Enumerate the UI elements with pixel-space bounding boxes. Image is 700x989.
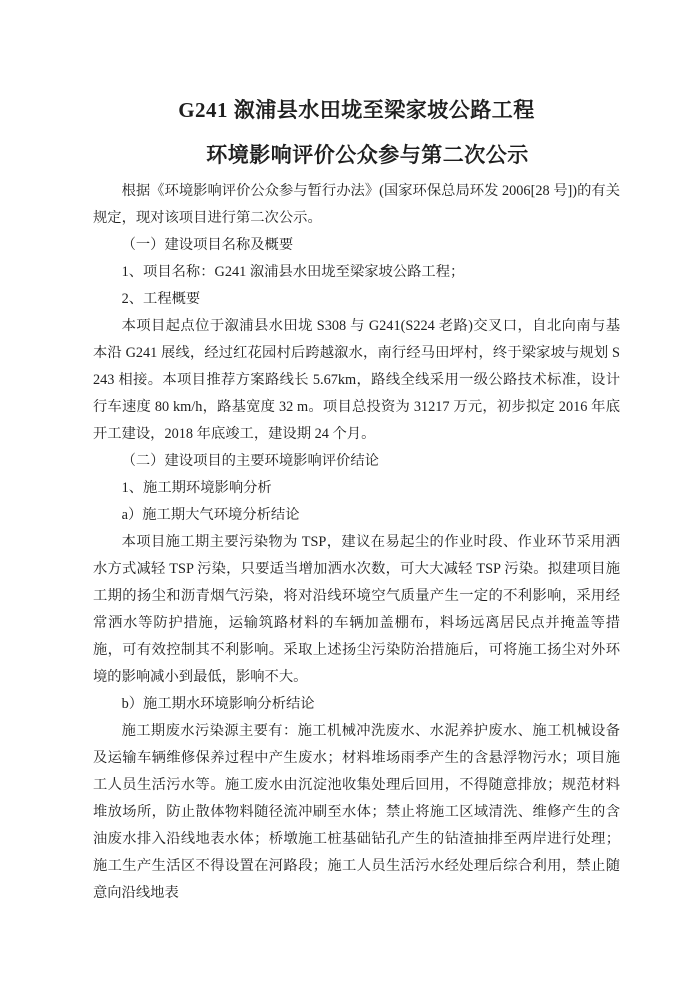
paragraph: 根据《环境影响评价公众参与暂行办法》(国家环保总局环发 2006[28 号])的有关规定，现对该项目进行第二次公示。 — [93, 183, 620, 226]
document-title — [93, 88, 620, 178]
document-content — [93, 0, 620, 907]
paragraph: a）施工期大气环境分析结论 — [121, 507, 300, 523]
paragraph: 2、工程概要 — [121, 291, 201, 307]
paragraph: 本项目起点位于溆浦县水田垅 S308 与 G241(S224 老路)交叉口，自北向南与基本沿 G241 展线，经过红花园村后跨越溆水，南行经马田坪村，终于梁家坡与规划 S243 相接。本项目推荐方案路线长 5.67km，路线全线采用一级公路技术标准，设计行车速度 80 km/h，路基宽度 32 m。项目总投资为 31217 万元，初步拟定 2016 年底开工建设，2018 年底竣工，建设期 24 个月。 — [93, 318, 620, 442]
paragraph: 1、施工期环境影响分析 — [121, 480, 272, 496]
section-heading: （二）建设项目的主要环境影响评价结论 — [121, 453, 379, 469]
document-title-line-2: 环境影响评价公众参与第二次公示 — [206, 143, 529, 167]
section-heading: （一）建设项目名称及概要 — [121, 237, 294, 253]
paragraph: 施工期废水污染源主要有：施工机械冲洗废水、水泥养护废水、施工机械设备及运输车辆维修保养过程中产生废水；材料堆场雨季产生的含悬浮物污水；项目施工人员生活污水等。施工废水由沉淀池收集处理后回用，不得随意排放；规范材料堆放场所，防止散体物料随径流冲刷至水体；禁止将施工区域清洗、维修产生的含油废水排入沿线地表水体；桥墩施工桩基础钻孔产生的钻渣抽排至两岸进行处理；施工生产生活区不得设置在河路段；施工人员生活污水经处理后综合利用，禁止随意向沿线地表 — [93, 723, 620, 901]
document-title-line-1: G241 溆浦县水田垅至梁家坡公路工程 — [178, 98, 535, 122]
paragraphs — [93, 178, 620, 907]
paragraph: b）施工期水环境影响分析结论 — [121, 696, 315, 712]
paragraph: 本项目施工期主要污染物为 TSP，建议在易起尘的作业时段、作业环节采用洒水方式减轻 TSP 污染，只要适当增加洒水次数，可大大减轻 TSP 污染。拟建项目施工期的扬尘和沥青烟气污染，将对沿线环境空气质量产生一定的不利影响，采用经常洒水等防护措施，运输筑路材料的车辆加盖棚布，料场远离居民点并掩盖等措施，可有效控制其不利影响。采取上述扬尘污染防治措施后，可将施工扬尘对外环境的影响减小到最低，影响不大。 — [93, 534, 620, 685]
paragraph: 1、项目名称：G241 溆浦县水田垅至梁家坡公路工程； — [121, 264, 465, 280]
